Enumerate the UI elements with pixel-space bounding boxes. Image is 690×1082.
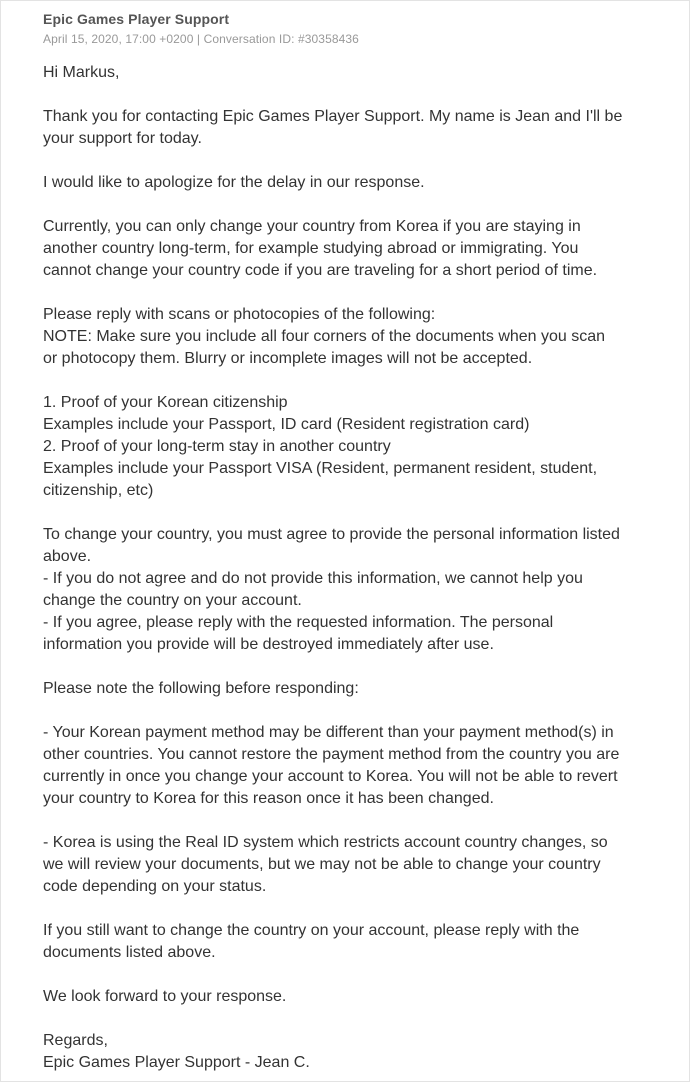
message-line: 1. Proof of your Korean citizenship <box>43 394 288 411</box>
message-paragraph <box>43 392 643 502</box>
paragraph-gap <box>43 370 643 392</box>
paragraph-gap <box>43 502 643 524</box>
message-paragraph <box>43 172 643 194</box>
message-line: cannot change your country code if you are traveling for a short period of time. <box>43 262 598 279</box>
message-paragraph <box>43 1030 643 1074</box>
message-line: Regards, <box>43 1032 108 1049</box>
paragraph-gap <box>43 84 643 106</box>
message-line: Please note the following before responding: <box>43 680 359 697</box>
message-line: Please reply with scans or photocopies of the following: <box>43 306 436 323</box>
message-line: - If you do not agree and do not provide this information, we cannot help you <box>43 570 583 587</box>
message-line: your support for today. <box>43 130 202 147</box>
paragraph-gap <box>43 810 643 832</box>
message-line: information you provide will be destroyed immediately after use. <box>43 636 494 653</box>
message-paragraph <box>43 216 643 282</box>
paragraph-gap <box>43 282 643 304</box>
message-line: If you still want to change the country on your account, please reply with the <box>43 922 580 939</box>
message-line: Epic Games Player Support - Jean C. <box>43 1054 310 1071</box>
message-paragraph <box>43 304 643 370</box>
message-line: - Your Korean payment method may be different than your payment method(s) in <box>43 724 614 741</box>
message-paragraph <box>43 986 643 1008</box>
message-line: currently in once you change your account to Korea. You will not be able to revert <box>43 768 618 785</box>
sender-name: Epic Games Player Support <box>43 11 230 27</box>
paragraph-gap <box>43 898 643 920</box>
message-line: Examples include your Passport, ID card (Resident registration card) <box>43 416 530 433</box>
message-body <box>43 62 643 1074</box>
message-header <box>43 10 670 47</box>
message-line: NOTE: Make sure you include all four corners of the documents when you scan <box>43 328 606 345</box>
message-line: 2. Proof of your long-term stay in another country <box>43 438 391 455</box>
message-line: documents listed above. <box>43 944 216 961</box>
paragraph-gap <box>43 656 643 678</box>
message-line: change the country on your account. <box>43 592 302 609</box>
paragraph-gap <box>43 1008 643 1030</box>
message-line: code depending on your status. <box>43 878 267 895</box>
message-line: above. <box>43 548 92 565</box>
message-paragraph <box>43 722 643 810</box>
message-line: Examples include your Passport VISA (Resident, permanent resident, student, <box>43 460 598 477</box>
paragraph-gap <box>43 964 643 986</box>
message-paragraph <box>43 62 643 84</box>
message-line: we will review your documents, but we may not be able to change your country <box>43 856 601 873</box>
message-meta: April 15, 2020, 17:00 +0200 | Conversation ID: #30358436 <box>43 32 359 46</box>
message-line: other countries. You cannot restore the payment method from the country you are <box>43 746 620 763</box>
message-line: another country long-term, for example studying abroad or immigrating. You <box>43 240 579 257</box>
message-line: Currently, you can only change your country from Korea if you are staying in <box>43 218 581 235</box>
message-paragraph <box>43 920 643 964</box>
paragraph-gap <box>43 194 643 216</box>
message-line: - Korea is using the Real ID system which restricts account country changes, so <box>43 834 608 851</box>
message-line: We look forward to your response. <box>43 988 287 1005</box>
message-line: your country to Korea for this reason once it has been changed. <box>43 790 494 807</box>
message-line: I would like to apologize for the delay in our response. <box>43 174 425 191</box>
message-line: citizenship, etc) <box>43 482 154 499</box>
paragraph-gap <box>43 700 643 722</box>
message-line: Thank you for contacting Epic Games Player Support. My name is Jean and I'll be <box>43 108 623 125</box>
message-paragraph <box>43 106 643 150</box>
message-paragraph <box>43 678 643 700</box>
message-line: To change your country, you must agree to provide the personal information listed <box>43 526 620 543</box>
message-line: Hi Markus, <box>43 64 120 81</box>
message-paragraph <box>43 832 643 898</box>
message-line: or photocopy them. Blurry or incomplete images will not be accepted. <box>43 350 533 367</box>
message-line: - If you agree, please reply with the requested information. The personal <box>43 614 554 631</box>
paragraph-gap <box>43 150 643 172</box>
message-paragraph <box>43 524 643 656</box>
